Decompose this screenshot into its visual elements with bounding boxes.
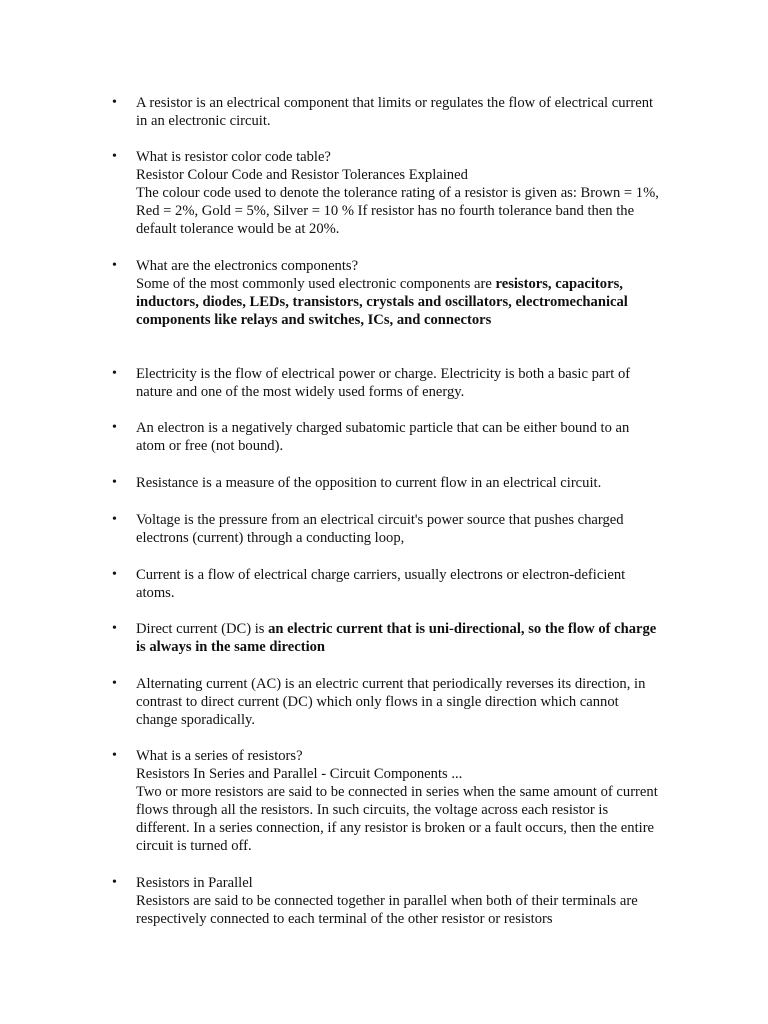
text-line — [136, 638, 696, 656]
text-line: electrons (current) through a conducting loop, — [136, 530, 405, 546]
text-line: A resistor is an electrical component that limits or regulates the flow of electrical current — [136, 95, 654, 111]
bold-text: inductors, diodes, LEDs, transistors, crystals and oscillators, electromechanical — [136, 294, 628, 310]
text-line: The colour code used to denote the tolerance rating of a resistor is given as: Brown = 1%, — [136, 185, 659, 201]
list-item — [112, 511, 696, 547]
bullet-icon: • — [112, 567, 117, 582]
bullet-icon: • — [112, 258, 117, 273]
text-line — [136, 311, 696, 329]
text-line: An electron is a negatively charged subatomic particle that can be either bound to an — [136, 420, 630, 436]
list-item — [112, 148, 696, 238]
text-line: different. In a series connection, if any resistor is broken or a fault occurs, then the entire — [136, 820, 655, 836]
bullet-icon: • — [112, 366, 117, 381]
text-line: What are the electronics components? — [136, 258, 359, 274]
list-item — [112, 566, 696, 602]
bold-text: resistors, capacitors, — [495, 276, 623, 292]
list-item — [112, 474, 696, 492]
bullet-icon: • — [112, 475, 117, 490]
text-line: Resistors are said to be connected together in parallel when both of their terminals are — [136, 893, 638, 909]
text-line: Two or more resistors are said to be connected in series when the same amount of current — [136, 784, 658, 800]
text-line: Resistance is a measure of the opposition to current flow in an electrical circuit. — [136, 475, 602, 491]
text-line: contrast to direct current (DC) which only flows in a single direction which cannot — [136, 694, 619, 710]
bold-text: an electric current that is uni-directional, so the flow of charge — [268, 621, 657, 637]
text-line: flows through all the resistors. In such circuits, the voltage across each resistor is — [136, 802, 609, 818]
text-line: What is resistor color code table? — [136, 149, 331, 165]
text-line: Current is a flow of electrical charge carriers, usually electrons or electron-deficient — [136, 567, 626, 583]
bullet-icon: • — [112, 676, 117, 691]
bullet-icon: • — [112, 95, 117, 110]
text-line: Some of the most commonly used electronic components are resistors, capacitors, — [136, 276, 623, 292]
bullet-icon: • — [112, 420, 117, 435]
bullet-icon: • — [112, 748, 117, 763]
text-line: default tolerance would be at 20%. — [136, 221, 340, 237]
bold-text: components like relays and switches, ICs, and connectors — [136, 312, 492, 328]
list-item — [112, 874, 696, 928]
list-item — [112, 675, 696, 729]
text-line: circuit is turned off. — [136, 838, 252, 854]
list-item — [112, 747, 696, 855]
text-line: Resistor Colour Code and Resistor Tolerances Explained — [136, 167, 468, 183]
text-line: in an electronic circuit. — [136, 113, 271, 129]
text-line: nature and one of the most widely used forms of energy. — [136, 384, 465, 400]
text-line: Resistors in Parallel — [136, 875, 253, 891]
bullet-icon: • — [112, 149, 117, 164]
text-line: respectively connected to each terminal of the other resistor or resistors — [136, 911, 553, 927]
bullet-icon: • — [112, 512, 117, 527]
text-line: Red = 2%, Gold = 5%, Silver = 10 % If resistor has no fourth tolerance band then the — [136, 203, 635, 219]
text-line: Resistors In Series and Parallel - Circuit Components ... — [136, 766, 463, 782]
bullet-icon: • — [112, 875, 117, 890]
text-line: atom or free (not bound). — [136, 438, 284, 454]
text-line: change sporadically. — [136, 712, 255, 728]
text-line: Alternating current (AC) is an electric current that periodically reverses its direction, in — [136, 676, 646, 692]
list-item — [112, 94, 696, 130]
text-line: atoms. — [136, 585, 175, 601]
list-item — [112, 365, 696, 401]
text-line: Direct current (DC) is an electric current that is uni-directional, so the flow of charge — [136, 621, 657, 637]
text-line: Voltage is the pressure from an electrical circuit's power source that pushes charged — [136, 512, 624, 528]
bold-text: is always in the same direction — [136, 639, 326, 655]
text-line: Electricity is the flow of electrical power or charge. Electricity is both a basic part of — [136, 366, 631, 382]
list-item — [112, 257, 696, 329]
list-item — [112, 620, 696, 656]
list-item — [112, 419, 696, 455]
text-line: What is a series of resistors? — [136, 748, 303, 764]
bullet-icon: • — [112, 621, 117, 636]
text-line — [136, 293, 696, 311]
